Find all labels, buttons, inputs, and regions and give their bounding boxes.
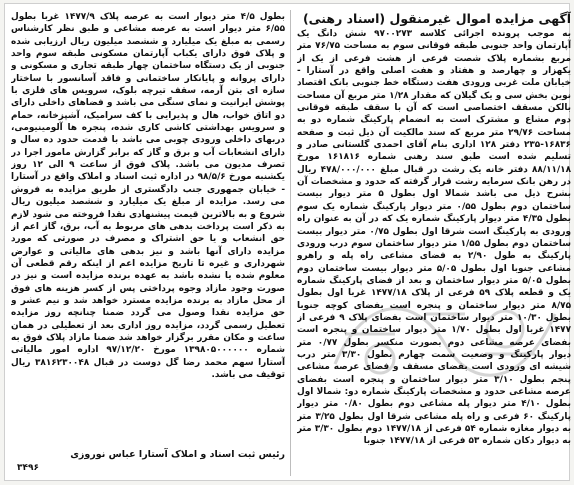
notice-code: ۳۴۹۶ <box>17 463 39 473</box>
right-column-text: به موجب پرونده اجرائی کلاسه ۹۷۰۰۲۷۳ شش دانگ یک آپارتمان واحد جنوبی طبقه فوقانی سوم به مساحت ۷۶/۷۵ متر مربع بشماره پلاک شصت فرعی از هشت فرعی از یک از یکهزار و چهارصد و هفتاد و هفت اصلی واقع در آستارا - خیابان ملت غربی ورودی هفت دستگاه خط جنوبی بانک اقتصاد نوین بخش سی و یک گیلان که مقدار ۱/۲۸ متر مربع آن مساحت بالکن مسقف اختصاصی است که آن با سقف طبقه فوقانی دوم مشاع و مشترک است به انضمام پارکینگ شماره دو به مساحت ۲۹/۷۶ متر مربع که سند مالکیت آن ذیل ثبت و صفحه ۱۶۸۳۶-۲۳۵ دفتر ۱۲۸ اداری بنام آقای احمدی گلستانی صادر و تسلیم شده است طبق سند رهنی شماره ۱۶۱۸۱۶ مورخ ۸۸/۱۱/۱۸ دفتر خانه یک رشت در قبال مبلغ ۴۷۸/۰۰۰/۰۰۰ ریال در رهن بانک سرمایه رشت قرار گرفته که حدود و مشخصات آن بشرح ذیل می باشد شمالا اول بطول ۵ متر دیوار بیست ساختمان دوم بطول ۰/۵۵ متر دیوار پارکینگ شماره یک سوم بطول ۴/۳۵ متر دیوار پارکینگ شماره یک که در آن به عنوان راه ورودی به پارکینگ است شرقا اول بطول ۰/۷۵ متر دیوار بیست ساختمان دوم بطول ۱/۵۵ متر دیوار ساختمان سوم درب ورودی پارکینگ به طول ۲/۹۰ به فضای مشاعی راه پله و راهرو مشاعی جنوبا اول بطول ۵/۰۵ متر دیوار بیست ساختمان دوم بطول ۵/۰۵ متر دیوار ساختمان و بعد از فضای پارکینگ شماره یک و قطعه پلاک ۵۹ فرعی از پلاک ۱۴۷۷/۱۸ غربا اول بطول ۸/۷۵ متر دیوار ساختمان و پنجره است بفضای کوچه جنوبا بطول ۱۰/۳۰ متر دیوار ساختمان است بفضای پلاک ۹ فرعی از ۱۴۷۷ غربا اول بطول ۱/۷۰ متر دیوار ساختمان و پنجره است بفضای عرصه مشاعی دوم بصورت منکسر بطول ۰/۷۷ متر دیوار پارکینگ و وضعیت سمت چهارم بطول ۳/۳۰ متر درب شیشه ای ورودی است بفضای مسقف و فضای عرصه مشاعی پنجم بطول ۳/۱۰ متر دیوار ساختمان و پنجره است بفضای عرصه مشاعی حدود و مشخصات پارکینگ شماره دو: شمالا اول بطول ۴/۱۰ متر دیوار پله مشاعی دوم بطول ۰/۸۰ متر دیوار پارکینگ ۶۰ فرعی و راه پله مشاعی شرقا اول بطول ۳/۲۵ متر به دیوار مغازه شماره ۵۴ فرعی از ۱۴۷۷/۱۸ دوم بطول ۳/۳۰ متر به دیوار دکان شماره ۵۳ فرعی از ۱۴۷۷/۱۸ جنوبا <box>297 29 571 447</box>
notice-page <box>4 3 570 481</box>
column-divider <box>290 10 291 476</box>
left-column-text: بطول ۴/۵ متر دیوار است به عرصه پلاک ۱۴۷۷/۹ غربا بطول ۶/۵۵ متر دیوار است به عرصه مشاعی و طبق نظر کارشناس رسمی به مبلغ یک میلیارد و ششصد میلیون ریال ارزیابی شده و پلاک فوق دارای یکباب آپارتمان مسکونی طبقه سوم واحد جنوبی از یک دستگاه ساختمان چهار طبقه تجاری و مسکونی و دارای پروانه و پایانکار ساختمانی و فاقد آسانسور با ساختار سازه ای بتن آرمه، سقف تیرچه بلوک، سرویس های فلزی با پوشش ایرانیت و نمای سنگی می باشد و فضاهای داخلی دارای دو اتاق خواب، هال و پذیرایی با کف سرامیک، آشپزخانه، حمام و سرویس بهداشتی کاشی کاری شده، پنجره ها آلومینیومی، دربهای داخلی ورودی چوبی می باشد با قدمت حدود ده سال و دارای انشعابات آب و برق و گاز که برابر گزارش مامور اجرا در تصرف مدیون می باشد. پلاک فوق از ساعت ۹ الی ۱۲ روز یکشنبه مورخ ۹۸/۵/۶ در اداره ثبت اسناد و املاک واقع در آستارا - خیابان جمهوری جنب دادگستری از طریق مزایده به فروش می رسد. مزایده از مبلغ یک میلیارد و ششصد میلیون ریال شروع و به بالاترین قیمت پیشنهادی نقدا فروخته می شود لازم به ذکر است پرداخت بدهی های مربوط به آب، برق، گاز اعم از حق انشعاب و یا حق اشتراک و مصرف در صورتی که مورد مزایده دارای آنها باشد و نیز بدهی های مالیاتی و عوارض شهرداری و غیره تا تاریخ مزایده اعم از اینکه رقم قطعی آن معلوم شده یا نشده باشد به عهده برنده مزایده است و نیز در صورت وجود مازاد وجوه پرداختی پس از کسر هزینه های فوق از محل مازاد به برنده مزایده مسترد خواهد شد و نیم عشر و حق مزایده نقدا وصول می گردد ضمنا چنانچه روز مزایده تعطیل رسمی گردد، مزایده روز اداری بعد از تعطیلی در همان ساعت و مکان مقرر برگزار خواهد شد ضمنا مازاد پلاک فوق به شماره ۱۳۹۸۰۵۰۰۰۰۰۰ مورخ ۹۷/۱۲/۲۰ اداره امور مالیاتی آستارا سهم محمد رضا گل دوست در قبال ۳۸۱۶۲۳۰۰۴۸ ریال توقیف می باشد. <box>11 12 285 380</box>
right-column <box>297 11 571 477</box>
signature-line: رئیس ثبت اسناد و املاک آستارا عباس نوروزی <box>70 449 285 460</box>
notice-title: آگهی مزایده اموال غیرمنقول (اسناد رهنی) <box>302 11 571 26</box>
left-column <box>11 11 285 477</box>
